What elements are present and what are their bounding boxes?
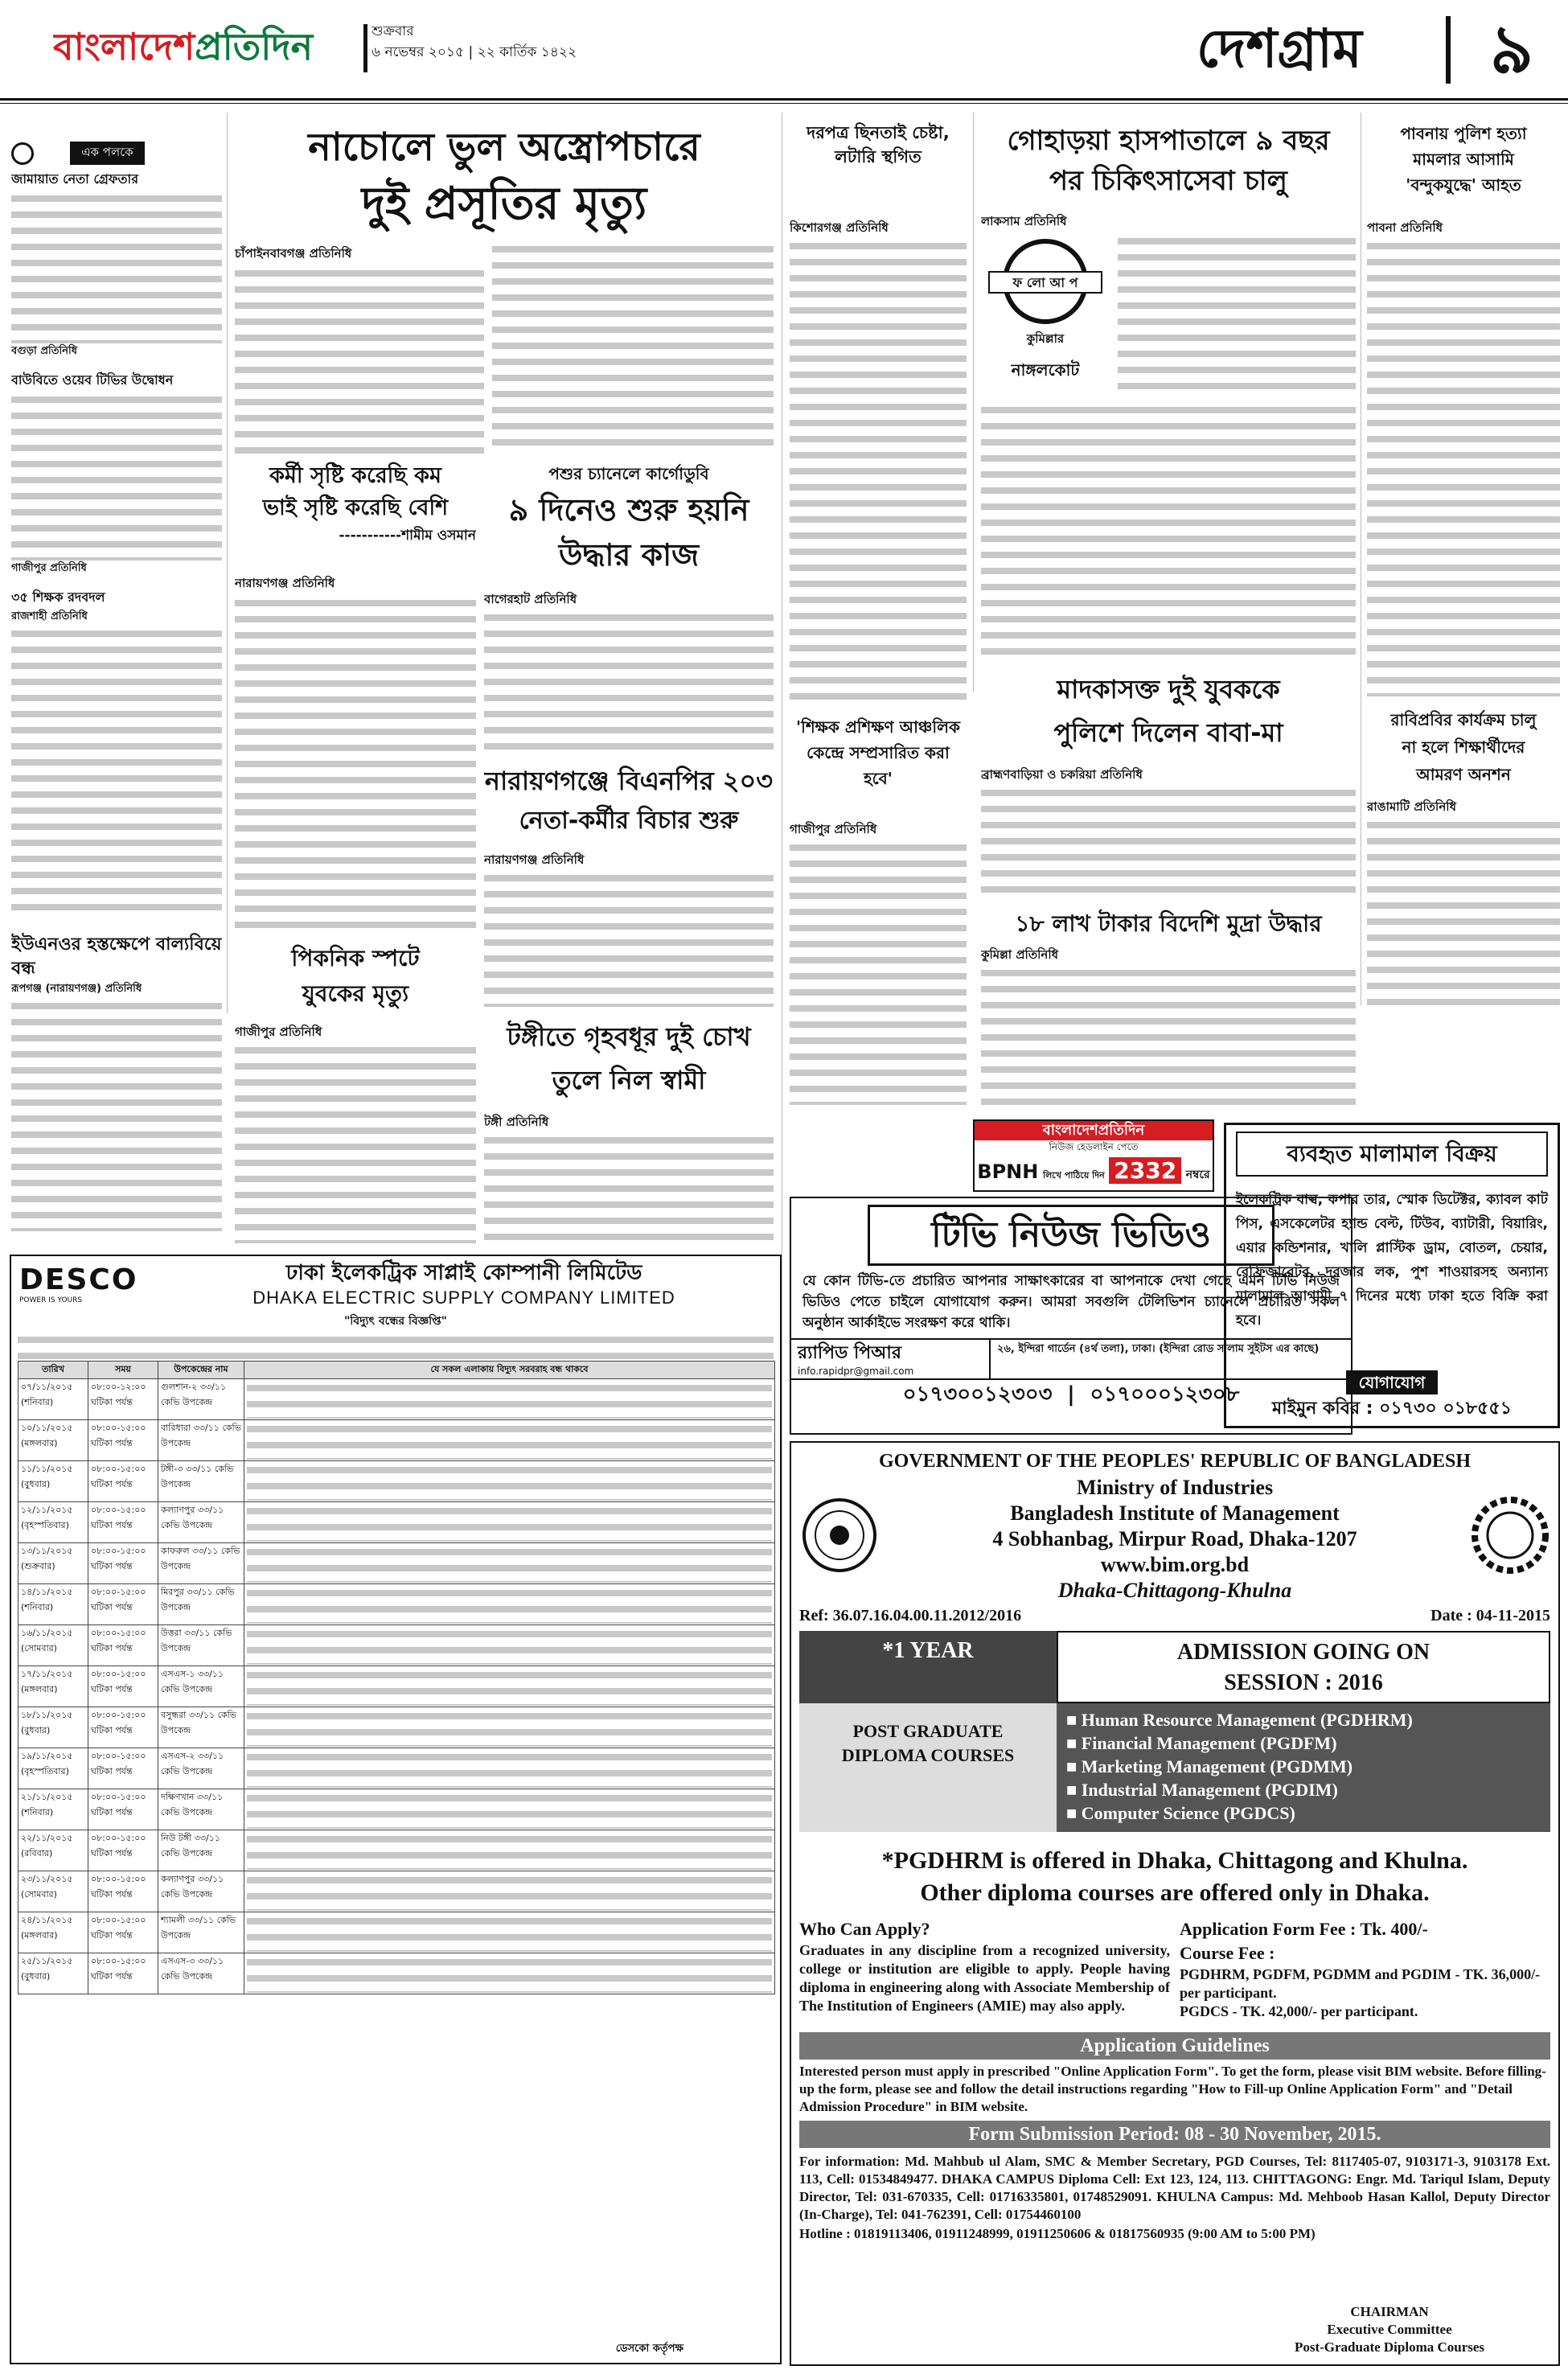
- desco-area-text: [247, 1913, 772, 1952]
- training-body: [790, 840, 967, 1105]
- bim-admission-row: [799, 1631, 1550, 1703]
- bim-ref: Ref: 36.07.16.04.00.11.2012/2016: [799, 1607, 1022, 1624]
- bim-who: [799, 1917, 1180, 2021]
- lead-headline: [235, 121, 774, 241]
- desco-cell-sub: বসুন্ধরা ৩৩/১১ কেভি উপকেন্দ্র: [158, 1707, 244, 1748]
- desco-footer: ডেসকো কর্তৃপক্ষ: [615, 2343, 683, 2355]
- quote-headline: [235, 460, 476, 573]
- sidebar-item-body: [11, 392, 222, 561]
- sidebar-item-byline: রূপগঞ্জ (নারায়ণগঞ্জ) প্রতিনিধি: [11, 983, 142, 995]
- desco-cell-areas: [244, 1953, 775, 1994]
- bp-sms-logo-2: প্রতিদিন: [1098, 1122, 1145, 1139]
- desco-cell-date: ১০/১১/২০১৫ (মঙ্গলবার): [18, 1420, 88, 1461]
- hospital-headline-line-1: গোহাড়য়া হাসপাতালে ৯ বছর: [1007, 125, 1330, 157]
- government-seal-icon: [799, 1495, 880, 1575]
- desco-intro: [18, 1332, 774, 1359]
- top-rule: [0, 98, 1568, 101]
- bp-sms-logo: [975, 1121, 1213, 1140]
- bim-web: www.bim.org.bd: [1100, 1553, 1250, 1576]
- desco-cell-sub: বারিধারা ৩৩/১১ কেভি উপকেন্দ্র: [158, 1420, 244, 1461]
- hospital-body: [981, 402, 1356, 659]
- bp-sms-subtitle: নিউজ হেডলাইন পেতে: [1049, 1141, 1139, 1152]
- desco-cell-sub: এসএস-২ ৩৩/১১ কেভি উপকেন্দ্র: [158, 1748, 244, 1789]
- bim-course: ■ Industrial Management (PGDIM): [1066, 1780, 1338, 1800]
- desco-table-row: [18, 1420, 775, 1461]
- desco-cell-areas: [244, 1789, 775, 1830]
- desco-cell-sub: এসএস-১ ৩৩/১১ কেভি উপকেন্দ্র: [158, 1666, 244, 1707]
- bim-fee-2: PGDCS - TK. 42,000/- per participant.: [1180, 2003, 1418, 2019]
- bim-admission: [1057, 1631, 1550, 1703]
- desco-cell-sub: নিউ টঙ্গী ৩৩/১১ কেভি উপকেন্দ্র: [158, 1830, 244, 1871]
- bim-who-title: Who Can Apply?: [799, 1919, 930, 1939]
- lead-byline: চাঁপাইনবাবগঞ্জ প্রতিনিধি: [235, 246, 352, 261]
- desco-tagline: POWER IS YOURS: [19, 1296, 83, 1304]
- desco-name-en: DHAKA ELECTRIC SUPPLY COMPANY LIMITED: [252, 1288, 675, 1308]
- desco-cell-areas: [244, 1707, 775, 1748]
- bim-note-1: *PGDHRM is offered in Dhaka, Chittagong and Khulna.: [881, 1847, 1468, 1874]
- desco-area-text: [247, 1954, 772, 1993]
- bnp-headline: [484, 761, 774, 849]
- desco-cell-date: ২৫/১১/২০১৫ (বুধবার): [18, 1953, 88, 1994]
- bim-cities: Dhaka-Chittagong-Khulna: [1057, 1579, 1292, 1602]
- page-divider: [1446, 16, 1451, 84]
- bim-year-label: *1 YEAR: [799, 1631, 1057, 1703]
- lead-headline-line-2: দুই প্রসূতির মৃত্যু: [361, 178, 647, 230]
- bim-ref-row: [791, 1604, 1558, 1628]
- desco-col-date: তারিখ: [18, 1362, 88, 1379]
- bim-course: ■ Human Resource Management (PGDHRM): [1066, 1710, 1413, 1730]
- bim-eligibility-row: [799, 1917, 1550, 2021]
- desco-area-text: [247, 1421, 772, 1460]
- lead-body-col-2: [492, 241, 774, 454]
- bp-sms-logo-1: বাংলাদেশ: [1042, 1122, 1098, 1139]
- desco-cell-areas: [244, 1625, 775, 1666]
- bim-header-row: [791, 1475, 1558, 1604]
- bim-gear-logo-icon: [1470, 1495, 1550, 1575]
- desco-area-text: [247, 1872, 772, 1911]
- desco-cell-areas: [244, 1379, 775, 1420]
- desco-cell-areas: [244, 1461, 775, 1502]
- desco-cell-sub: কল্যাণপুর ৩৩/১১ কেভি উপকেন্দ্র: [158, 1871, 244, 1912]
- desco-cell-areas: [244, 1871, 775, 1912]
- desco-name-bn: ঢাকা ইলেকট্রিক সাপ্লাই কোম্পানী লিমিটেড: [285, 1261, 642, 1285]
- tv-news-address: ২৬, ইন্দিরা গার্ডেন (৪র্থ তলা), ঢাকা। (ইন্দিরা রোড সালাম সুইটস এর কাছে): [997, 1343, 1320, 1355]
- used-goods-body: ইলেকট্রিক বাল্ব, কপার তার, স্মোক ডিটেক্টর, ক্যাবল কাট পিস, এসকেলেটর হ্যান্ড বেল্ট, টিউব, ব্যাটারী, বিয়ারিং, এয়ার কন্ডিশনার, খালি প্লাস্টিক ড্রাম, বোতল, চেয়ার, রেফ্রিজারেটর, দরজার লক, পুশ শাওয়ারসহ অন্যান্য মালামাল আগামী ৭ দিনের মধ্যে ঢাকা হতে বিক্রি করা হবে।: [1236, 1192, 1548, 1329]
- desco-header: [11, 1256, 780, 1312]
- sidebar-item-body: [11, 998, 222, 1231]
- bim-signature: [1269, 2303, 1510, 2356]
- lead-headline-line-1: নাচোলে ভুল অস্ত্রোপচারে: [308, 125, 700, 170]
- robbery-byline: কিশোরগঞ্জ প্রতিনিধি: [790, 220, 889, 235]
- desco-cell-areas: [244, 1420, 775, 1461]
- bim-course: ■ Computer Science (PGDCS): [1066, 1803, 1295, 1823]
- bim-date: Date : 04-11-2015: [1430, 1607, 1550, 1624]
- column-rule: [227, 113, 228, 1013]
- sidebar-item-byline: বগুড়া প্রতিনিধি: [11, 345, 78, 357]
- day-label: শুক্রবার: [371, 23, 414, 39]
- bim-guidelines-title: Application Guidelines: [799, 2032, 1550, 2060]
- bim-who-body: Graduates in any discipline from a recognized university, college or institution are eligible to apply. People having diploma in engineering along with Associate Membership of The Institution of Engineers (AMIE) may also apply.: [799, 1942, 1170, 2014]
- desco-cell-sub: এসএস-৩ ৩৩/১১ কেভি উপকেন্দ্র: [158, 1953, 244, 1994]
- desco-notice: [10, 1255, 782, 2364]
- picnic-body: [235, 1042, 476, 1243]
- desco-cell-date: ১৭/১১/২০১৫ (মঙ্গলবার): [18, 1666, 88, 1707]
- bim-course: ■ Marketing Management (PGDMM): [1066, 1756, 1353, 1776]
- desco-cell-time: ০৮:০০-১৫:০০ ঘটিকা পর্যন্ত: [88, 1502, 158, 1543]
- bim-admission-2: SESSION : 2016: [1224, 1670, 1383, 1695]
- desco-cell-areas: [244, 1666, 775, 1707]
- bim-sign-3: Post-Graduate Diploma Courses: [1294, 2339, 1485, 2355]
- quote-headline-line-1: কর্মী সৃষ্টি করেছি কম: [269, 463, 442, 488]
- desco-area-text: [247, 1585, 772, 1624]
- tv-news-email: info.rapidpr@gmail.com: [798, 1366, 914, 1377]
- desco-area-text: [247, 1503, 772, 1542]
- bim-logo: [1462, 1475, 1558, 1596]
- bim-note-2: Other diploma courses are offered only in Dhaka.: [920, 1879, 1430, 1906]
- desco-table-row: [18, 1543, 775, 1584]
- currency-byline: কুমিল্লা প্রতিনিধি: [981, 947, 1059, 962]
- desco-table-row: [18, 1379, 775, 1420]
- newspaper-logo: [53, 14, 359, 79]
- desco-table-row: [18, 1789, 775, 1830]
- bim-institute: Bangladesh Institute of Management: [1010, 1501, 1340, 1525]
- bim-pg-label: [799, 1703, 1057, 1832]
- bim-fee-title: Course Fee :: [1180, 1943, 1275, 1963]
- bim-pg-label-2: DIPLOMA COURSES: [841, 1745, 1015, 1765]
- desco-cell-sub: উত্তরা ৩৩/১১ কেভি উপকেন্দ্র: [158, 1625, 244, 1666]
- desco-cell-time: ০৮:০০-১৫:০০ ঘটিকা পর্যন্ত: [88, 1789, 158, 1830]
- drug-headline-line-1: মাদকাসক্ত দুই যুবককে: [1057, 674, 1280, 704]
- desco-cell-sub: গুলশান-২ ৩৩/১১ কেভি উপকেন্দ্র: [158, 1379, 244, 1420]
- desco-area-text: [247, 1544, 772, 1583]
- desco-cell-time: ০৮:০০-১৫:০০ ঘটিকা পর্যন্ত: [88, 1912, 158, 1953]
- logo-part-1: বাংলাদেশ: [53, 25, 195, 68]
- picnic-headline-line-1: পিকনিক স্পটে: [291, 945, 420, 971]
- masthead-divider: [363, 24, 367, 72]
- desco-cell-sub: কল্যাণপুর ৩৩/১১ কেভি উপকেন্দ্র: [158, 1502, 244, 1543]
- page-number: ৯: [1489, 10, 1534, 88]
- bim-course-row: [799, 1703, 1550, 1832]
- bim-course-label: Human Resource Management (PGDHRM): [1081, 1710, 1413, 1730]
- desco-cell-time: ০৮:০০-১৫:০০ ঘটিকা পর্যন্ত: [88, 1953, 158, 1994]
- desco-cell-date: ২১/১১/২০১৫ (শনিবার): [18, 1789, 88, 1830]
- desco-cell-date: ০৭/১১/২০১৫ (শনিবার): [18, 1379, 88, 1420]
- police-byline: পাবনা প্রতিনিধি: [1367, 220, 1443, 235]
- desco-logo: DESCO: [19, 1263, 138, 1296]
- follow-up-label: ফ লো আ প: [1012, 275, 1078, 290]
- desco-cell-time: ০৮:০০-১৫:০০ ঘটিকা পর্যন্ত: [88, 1666, 158, 1707]
- follow-up-place-1: কুমিল্লার: [1026, 331, 1065, 346]
- sidebar-item: [11, 587, 222, 925]
- bnp-byline: নারায়ণগঞ্জ প্রতিনিধি: [484, 852, 585, 867]
- ruet-headline-line-2: না হলে শিক্ষার্থীদের: [1402, 737, 1525, 757]
- training-byline: গাজীপুর প্রতিনিধি: [790, 822, 877, 836]
- bp-sms-number: 2332: [1109, 1157, 1181, 1184]
- desco-cell-date: ১৮/১১/২০১৫ (বুধবার): [18, 1707, 88, 1748]
- date-label: ৬ নভেম্বর ২০১৫ | ২২ কার্তিক ১৪২২: [371, 44, 577, 60]
- desco-col-time: সময়: [88, 1362, 158, 1379]
- bp-sms-code-line: [975, 1153, 1213, 1192]
- bim-guidelines-body: Interested person must apply in prescribed "Online Application Form". To get the form, please visit BIM website. Before filling-up the form, please see and follow the detail instructions regarding "How to Fill-up Online Application Form" and "Detail Admission Procedure" in BIM website.: [799, 2064, 1546, 2114]
- bim-notice: [790, 1441, 1560, 2366]
- drug-headline: [981, 667, 1356, 764]
- desco-col-substation: উপকেন্দ্রের নাম: [158, 1362, 244, 1379]
- drug-body: [981, 785, 1356, 897]
- tv-news-phones: ০১৭৩০০১২৩০৩ | ০১৭০০০১২৩০৮: [791, 1378, 1351, 1409]
- desco-logo-box: [19, 1264, 156, 1304]
- dateline: [371, 21, 693, 77]
- desco-cell-time: ০৮:০০-১৫:০০ ঘটিকা পর্যন্ত: [88, 1584, 158, 1625]
- bim-address: 4 Sobhanbag, Mirpur Road, Dhaka-1207: [992, 1527, 1357, 1550]
- desco-cell-sub: কাফরুল ৩৩/১১ কেভি উপকেন্দ্র: [158, 1543, 244, 1584]
- bim-gov-seal: [791, 1475, 888, 1596]
- desco-cell-time: ০৮:০০-১৫:০০ ঘটিকা পর্যন্ত: [88, 1830, 158, 1871]
- quote-byline: নারায়ণগঞ্জ প্রতিনিধি: [235, 576, 335, 590]
- bim-course-label: Computer Science (PGDCS): [1081, 1803, 1295, 1823]
- police-headline-line-1: পাবনায় পুলিশ হত্যা: [1400, 124, 1527, 143]
- hospital-byline: লাকসাম প্রতিনিধি: [981, 214, 1067, 228]
- tv-news-brand-box: [791, 1340, 991, 1378]
- sidebar-item: [11, 169, 222, 362]
- sidebar-item-title: ইউএনওর হস্তক্ষেপে বাল্যবিয়ে বন্ধ: [11, 934, 222, 979]
- used-goods-contact-value: মাইমুন কবির : ০১৭৩০ ০১৮৫৫১: [1271, 1399, 1513, 1419]
- follow-up-badge: [981, 233, 1110, 394]
- desco-table: [18, 1361, 775, 1994]
- used-goods-contact-label: যোগাযোগ: [1346, 1370, 1439, 1394]
- desco-table-row: [18, 1666, 775, 1707]
- cargo-headline: [484, 460, 774, 589]
- ruet-headline-line-1: রাবিপ্রবির কার্যক্রম চালু: [1390, 710, 1537, 729]
- desco-notice-title: "বিদ্যুৎ বন্ধের বিজ্ঞপ্তি": [344, 1315, 447, 1328]
- cargo-headline-line-1: ৯ দিনেও শুরু হয়নি: [508, 492, 749, 528]
- bp-sms-mid: লিখে পাঠিয়ে দিন: [1042, 1170, 1105, 1181]
- bim-period: Form Submission Period: 08 - 30 November, 2015.: [799, 2121, 1550, 2148]
- bim-course-label: Industrial Management (PGDIM): [1081, 1780, 1338, 1800]
- bim-contact: For information: Md. Mahbub ul Alam, SMC & Member Secretary, PGD Courses, Tel: 8117405-07, 9103171-3, 9103178 Ext. 113, Cell: 01534849477. DHAKA CAMPUS Diploma Cell: Ext 123, 124, 113. CHITTAGONG: Engr. Md. Tariqul Islam, Deputy Director, Tel: 031-670335, Cell: 01716335801, 01748529091. KHULNA Campus: Md. Mehboob Hasan Kallol, Deputy Director (In-Charge), Tel: 041-762391, Cell: 01754460100: [799, 2154, 1550, 2222]
- bp-sms-suffix: নম্বরে: [1185, 1169, 1210, 1181]
- desco-cell-date: ১৬/১১/২০১৫ (সোমবার): [18, 1625, 88, 1666]
- bnp-headline-line-2: নেতা-কর্মীর বিচার শুরু: [519, 807, 739, 835]
- sidebar-item-title: জামায়াত নেতা গ্রেফতার: [11, 171, 138, 187]
- desco-cell-areas: [244, 1584, 775, 1625]
- sidebar-item-body: [11, 191, 222, 343]
- bim-course-label: Financial Management (PGDFM): [1081, 1733, 1337, 1753]
- picnic-headline-line-2: যুবকের মৃত্যু: [302, 980, 409, 1007]
- desco-cell-time: ০৮:০০-১৫:০০ ঘটিকা পর্যন্ত: [88, 1543, 158, 1584]
- bnp-body: [484, 870, 774, 1007]
- desco-cell-areas: [244, 1912, 775, 1953]
- tongi-headline-line-1: টঙ্গীতে গৃহবধূর দুই চোখ: [507, 1021, 751, 1052]
- top-rule-thin: [0, 103, 1568, 104]
- desco-cell-date: ২২/১১/২০১৫ (রবিবার): [18, 1830, 88, 1871]
- tv-news-title: টিভি নিউজ ভিডিও: [868, 1205, 1275, 1266]
- ruet-byline: রাঙামাটি প্রতিনিধি: [1367, 799, 1457, 814]
- desco-cell-areas: [244, 1830, 775, 1871]
- logo-part-2: প্রতিদিন: [195, 25, 314, 68]
- bp-sms-code: BPNH: [977, 1160, 1039, 1183]
- desco-area-text: [247, 1790, 772, 1829]
- bim-admission-1: ADMISSION GOING ON: [1176, 1640, 1430, 1665]
- desco-cell-date: ১৪/১১/২০১৫ (শনিবার): [18, 1584, 88, 1625]
- sidebar-label: এক পলকে: [70, 142, 145, 165]
- bim-fee-1: PGDHRM, PGDFM, PGDMM and PGDIM - TK. 36,000/- per participant.: [1180, 1966, 1541, 2001]
- desco-cell-sub: টঙ্গী-৩ ৩৩/১১ কেভি উপকেন্দ্র: [158, 1461, 244, 1502]
- desco-table-row: [18, 1502, 775, 1543]
- cargo-kicker: পশুর চ্যানেলে কার্গোডুবি: [548, 464, 709, 483]
- quote-headline-line-2: ভাই সৃষ্টি করেছি বেশি: [262, 495, 449, 520]
- desco-cell-date: ১৩/১১/২০১৫ (শুক্রবার): [18, 1543, 88, 1584]
- picnic-headline: [235, 941, 476, 1021]
- desco-table-row: [18, 1707, 775, 1748]
- ruet-body: [1367, 817, 1560, 1007]
- desco-table-row: [18, 1625, 775, 1666]
- robbery-headline: দরপত্র ছিনতাই চেষ্টা, লটারি স্থগিত: [807, 123, 950, 166]
- sidebar-item: [11, 933, 222, 1247]
- desco-table-row: [18, 1871, 775, 1912]
- desco-cell-time: ০৮:০০-১৫:০০ ঘটিকা পর্যন্ত: [88, 1748, 158, 1789]
- column-rule: [973, 113, 974, 692]
- section-title: দেশগ্রাম: [1197, 18, 1362, 80]
- cargo-body: [484, 610, 774, 754]
- hospital-headline-line-2: পর চিকিৎসাসেবা চালু: [1049, 165, 1287, 197]
- quote-body: [235, 595, 476, 933]
- bim-course-list: [1057, 1703, 1550, 1832]
- training-headline: 'শিক্ষক প্রশিক্ষণ আঞ্চলিক কেন্দ্রে সম্প্রসারিত করা হবে': [795, 717, 960, 788]
- desco-cell-areas: [244, 1502, 775, 1543]
- desco-area-text: [247, 1708, 772, 1747]
- desco-cell-areas: [244, 1543, 775, 1584]
- desco-cell-time: ০৮:০০-১৫:০০ ঘটিকা পর্যন্ত: [88, 1420, 158, 1461]
- desco-cell-date: ২৩/১১/২০১৫ (সোমবার): [18, 1871, 88, 1912]
- bim-fees: [1180, 1917, 1550, 2021]
- used-goods-contact: [1224, 1367, 1560, 1428]
- desco-cell-sub: দক্ষিণখান ৩৩/১১ কেভি উপকেন্দ্র: [158, 1789, 244, 1830]
- bim-sign-2: Executive Committee: [1327, 2322, 1452, 2337]
- desco-cell-date: ২৪/১১/২০১৫ (মঙ্গলবার): [18, 1912, 88, 1953]
- follow-up-place-2: নাঙ্গলকোট: [1011, 360, 1080, 380]
- police-headline: [1367, 121, 1560, 217]
- drug-headline-line-2: পুলিশে দিলেন বাবা-মা: [1053, 717, 1283, 748]
- robbery-body: [790, 238, 967, 704]
- desco-area-text: [247, 1831, 772, 1870]
- sidebar-item-body: [11, 626, 222, 915]
- police-body: [1367, 238, 1560, 696]
- desco-area-text: [247, 1626, 772, 1665]
- sidebar-item: [11, 370, 222, 579]
- sidebar-item-byline: গাজীপুর প্রতিনিধি: [11, 562, 87, 574]
- cargo-byline: বাগেরহাট প্রতিনিধি: [484, 592, 577, 606]
- desco-col-areas: যে সকল এলাকায় বিদ্যুৎ সরবরাহ বন্ধ থাকবে: [244, 1362, 775, 1379]
- tv-news-brand: র‍্যাপিড পিআর: [798, 1343, 901, 1363]
- bim-course-label: Marketing Management (PGDMM): [1081, 1756, 1353, 1776]
- bnp-headline-line-1: নারায়ণগঞ্জে বিএনপির ২০৩: [484, 766, 774, 796]
- desco-cell-date: ১২/১১/২০১৫ (বৃহস্পতিবার): [18, 1502, 88, 1543]
- sidebar-item-byline: রাজশাহী প্রতিনিধি: [11, 610, 88, 622]
- bim-note: [791, 1845, 1558, 1909]
- desco-table-row: [18, 1912, 775, 1953]
- desco-cell-sub: শ্যামলী ৩৩/১১ কেভি উপকেন্দ্র: [158, 1912, 244, 1953]
- used-goods-title: ব্যবহৃত মালামাল বিক্রয়: [1236, 1132, 1548, 1177]
- bim-ministry: Ministry of Industries: [1076, 1476, 1274, 1499]
- sidebar-item-title: বাউবিতে ওয়েব টিভির উদ্বোধন: [11, 372, 174, 388]
- desco-area-text: [247, 1462, 772, 1501]
- desco-cell-time: ০৮:০০-১৫:০০ ঘটিকা পর্যন্ত: [88, 1707, 158, 1748]
- bp-sms-ad: [973, 1119, 1214, 1192]
- quill-icon: [11, 142, 34, 165]
- desco-title-box: [156, 1259, 772, 1309]
- desco-area-text: [247, 1749, 772, 1788]
- tv-news-body: যে কোন টিভি-তে প্রচারিত আপনার সাক্ষাৎকারের বা আপনাকে দেখা গেছে এমন টিভি নিউজ ভিডিও পেতে চাইলে যোগাযোগ করুন। আমরা সবগুলি টেলিভিশন চ্যানেলে প্রচারিত সকল অনুষ্ঠান আর্কাইভে সংরক্ষণ করে থাকি।: [802, 1273, 1340, 1331]
- bim-hotline: Hotline : 01819113406, 01911248999, 01911250606 & 01817560935 (9:00 AM to 5:00 PM): [799, 2226, 1316, 2241]
- sidebar-item-title: ৩৫ শিক্ষক রদবদল: [11, 589, 105, 605]
- quote-author: -----------শামীম ওসমান: [339, 528, 476, 544]
- drug-byline: ব্রাহ্মণবাড়িয়া ও চকরিয়া প্রতিনিধি: [981, 767, 1143, 782]
- desco-cell-sub: মিরপুর ৩৩/১১ কেভি উপকেন্দ্র: [158, 1584, 244, 1625]
- picnic-byline: গাজীপুর প্রতিনিধি: [235, 1025, 322, 1039]
- hospital-headline: [981, 121, 1356, 209]
- desco-cell-areas: [244, 1748, 775, 1789]
- tongi-headline-line-2: তুলে নিল স্বামী: [552, 1065, 706, 1095]
- bim-fee-form: Application Form Fee : Tk. 400/-: [1180, 1919, 1428, 1939]
- desco-table-header: [18, 1362, 775, 1379]
- desco-cell-time: ০৮:০০-১৫:০০ ঘটিকা পর্যন্ত: [88, 1871, 158, 1912]
- bim-title-block: [888, 1475, 1462, 1604]
- desco-table-row: [18, 1748, 775, 1789]
- desco-cell-time: ০৮:০০-১৫:০০ ঘটিকা পর্যন্ত: [88, 1625, 158, 1666]
- desco-cell-time: ০৮:০০-১২:০০ ঘটিকা পর্যন্ত: [88, 1379, 158, 1420]
- desco-table-row: [18, 1584, 775, 1625]
- tongi-body: [484, 1132, 774, 1245]
- bim-pg-label-1: POST GRADUATE: [852, 1721, 1004, 1741]
- ruet-headline-line-3: আমরণ অনশন: [1416, 765, 1511, 784]
- cargo-headline-line-2: উদ্ধার কাজ: [558, 537, 700, 573]
- lead-body-col-1: [235, 265, 484, 454]
- police-headline-line-2: মামলার আসামি: [1413, 150, 1514, 169]
- desco-table-row: [18, 1461, 775, 1502]
- bim-course: ■ Financial Management (PGDFM): [1066, 1733, 1337, 1753]
- currency-headline: ১৮ লাখ টাকার বিদেশি মুদ্রা উদ্ধার: [1015, 910, 1322, 937]
- desco-area-text: [247, 1380, 772, 1419]
- bim-sign-1: CHAIRMAN: [1350, 2304, 1429, 2319]
- desco-cell-date: ১১/১১/২০১৫ (বুধবার): [18, 1461, 88, 1502]
- desco-area-text: [247, 1667, 772, 1706]
- desco-table-row: [18, 1830, 775, 1871]
- police-headline-line-3: 'বন্দুকযুদ্ধে' আহত: [1406, 175, 1521, 195]
- hospital-body-side: [1118, 233, 1356, 394]
- desco-table-body: [18, 1379, 775, 1994]
- bim-gov: GOVERNMENT OF THE PEOPLES' REPUBLIC OF BANGLADESH: [878, 1451, 1472, 1472]
- currency-body: [981, 965, 1356, 1115]
- desco-table-row: [18, 1953, 775, 1994]
- sidebar-label-box: [11, 142, 222, 166]
- tongi-headline: [484, 1015, 774, 1111]
- desco-cell-time: ০৮:০০-১৫:০০ ঘটিকা পর্যন্ত: [88, 1461, 158, 1502]
- desco-cell-date: ১৯/১১/২০১৫ (বৃহস্পতিবার): [18, 1748, 88, 1789]
- tongi-byline: টঙ্গী প্রতিনিধি: [484, 1115, 549, 1129]
- ruet-headline: [1367, 706, 1560, 795]
